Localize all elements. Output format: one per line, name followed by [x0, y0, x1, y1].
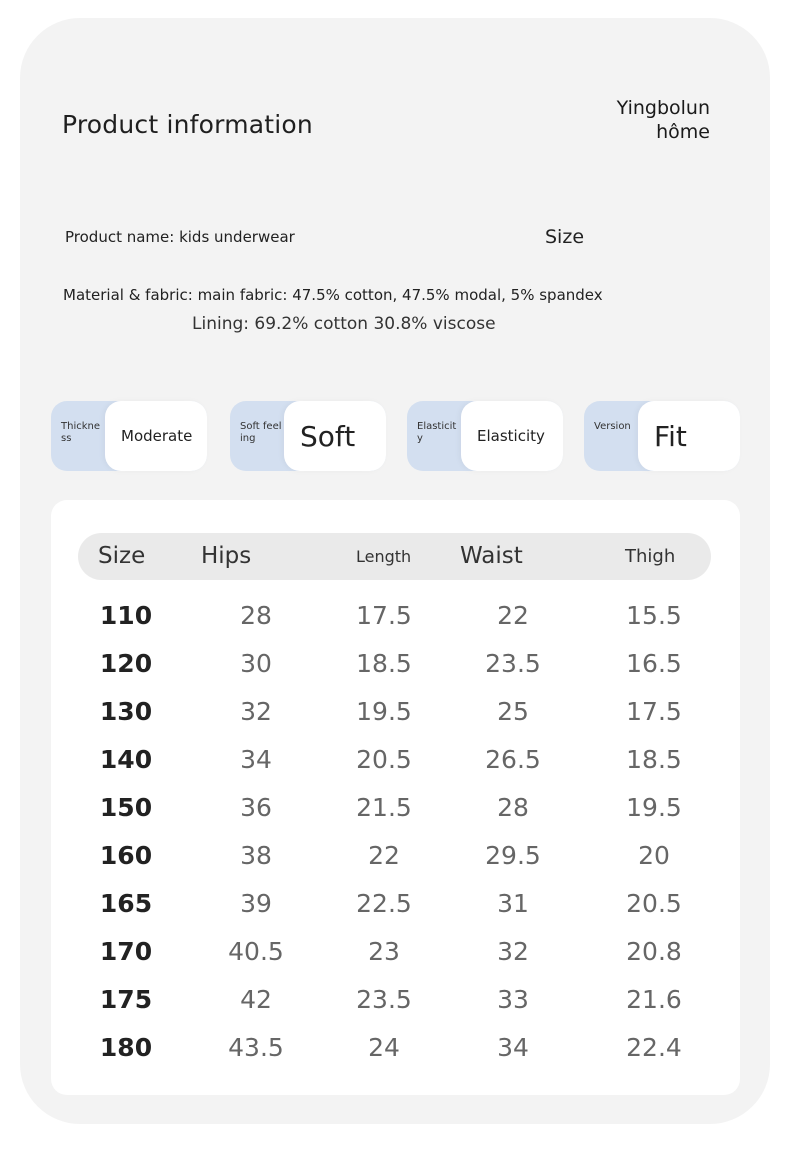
cell-waist: 33 — [497, 985, 529, 1014]
table-row — [51, 688, 740, 736]
brand-line-1: Yingbolun — [616, 97, 710, 119]
cell-thigh: 21.6 — [626, 985, 682, 1014]
cell-waist: 29.5 — [485, 841, 541, 870]
cell-hips: 32 — [240, 697, 272, 726]
attribute-version — [584, 401, 740, 471]
cell-waist: 31 — [497, 889, 529, 918]
table-row — [51, 976, 740, 1024]
cell-waist: 28 — [497, 793, 529, 822]
cell-length: 17.5 — [356, 601, 412, 630]
attribute-value: Fit — [638, 401, 740, 471]
cell-size: 180 — [99, 1033, 153, 1062]
attribute-key: Thickness — [61, 421, 101, 444]
cell-length: 20.5 — [356, 745, 412, 774]
header-size: Size — [98, 543, 146, 569]
cell-size: 110 — [99, 601, 153, 630]
cell-hips: 39 — [240, 889, 272, 918]
attribute-value: Soft — [284, 401, 386, 471]
cell-hips: 30 — [240, 649, 272, 678]
table-row — [51, 880, 740, 928]
brand-line-2: hôme — [656, 121, 710, 143]
cell-waist: 26.5 — [485, 745, 541, 774]
cell-thigh: 22.4 — [626, 1033, 682, 1062]
cell-thigh: 16.5 — [626, 649, 682, 678]
cell-size: 170 — [99, 937, 153, 966]
cell-hips: 42 — [240, 985, 272, 1014]
cell-length: 22.5 — [356, 889, 412, 918]
attribute-value: Elasticity — [461, 401, 563, 471]
table-row — [51, 592, 740, 640]
attribute-elasticity — [407, 401, 563, 471]
attribute-thickness — [51, 401, 207, 471]
table-row — [51, 1024, 740, 1072]
cell-size: 130 — [99, 697, 153, 726]
attribute-value: Moderate — [105, 401, 207, 471]
cell-thigh: 18.5 — [626, 745, 682, 774]
cell-thigh: 17.5 — [626, 697, 682, 726]
cell-thigh: 19.5 — [626, 793, 682, 822]
cell-hips: 40.5 — [228, 937, 284, 966]
size-label: Size — [545, 226, 585, 248]
cell-length: 22 — [368, 841, 400, 870]
header-hips: Hips — [201, 543, 252, 569]
cell-thigh: 20 — [638, 841, 670, 870]
cell-length: 18.5 — [356, 649, 412, 678]
table-row — [51, 928, 740, 976]
cell-size: 165 — [99, 889, 153, 918]
cell-length: 24 — [368, 1033, 400, 1062]
header-length: Length — [356, 547, 412, 566]
cell-length: 23.5 — [356, 985, 412, 1014]
cell-waist: 22 — [497, 601, 529, 630]
cell-hips: 28 — [240, 601, 272, 630]
cell-length: 23 — [368, 937, 400, 966]
header-waist: Waist — [460, 543, 523, 569]
cell-waist: 34 — [497, 1033, 529, 1062]
cell-thigh: 20.8 — [626, 937, 682, 966]
cell-size: 160 — [99, 841, 153, 870]
cell-thigh: 15.5 — [626, 601, 682, 630]
cell-thigh: 20.5 — [626, 889, 682, 918]
cell-hips: 43.5 — [228, 1033, 284, 1062]
cell-size: 150 — [99, 793, 153, 822]
cell-hips: 34 — [240, 745, 272, 774]
table-header — [78, 533, 711, 580]
attribute-soft-feeling — [230, 401, 386, 471]
material-fabric: Material & fabric: main fabric: 47.5% cotton, 47.5% modal, 5% spandex — [63, 286, 603, 304]
attribute-key: Elasticity — [417, 421, 457, 444]
table-row — [51, 640, 740, 688]
attribute-key: Version — [594, 421, 631, 432]
table-row — [51, 832, 740, 880]
cell-waist: 25 — [497, 697, 529, 726]
cell-waist: 23.5 — [485, 649, 541, 678]
product-name: Product name: kids underwear — [65, 228, 295, 246]
table-row — [51, 784, 740, 832]
cell-hips: 38 — [240, 841, 272, 870]
cell-size: 140 — [99, 745, 153, 774]
lining: Lining: 69.2% cotton 30.8% viscose — [192, 314, 496, 334]
attribute-key: Soft feeling — [240, 421, 282, 444]
header-thigh: Thigh — [625, 546, 676, 567]
cell-size: 120 — [99, 649, 153, 678]
brand-logo — [617, 96, 710, 144]
cell-size: 175 — [99, 985, 153, 1014]
page-title: Product information — [62, 110, 313, 139]
cell-length: 21.5 — [356, 793, 412, 822]
cell-waist: 32 — [497, 937, 529, 966]
cell-hips: 36 — [240, 793, 272, 822]
table-row — [51, 736, 740, 784]
size-chart-table — [51, 500, 740, 1095]
cell-length: 19.5 — [356, 697, 412, 726]
